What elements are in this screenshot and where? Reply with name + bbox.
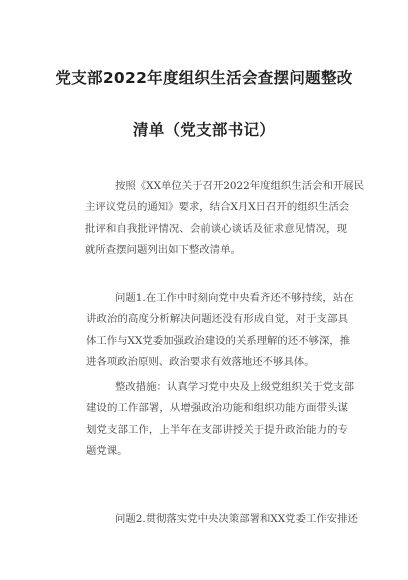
document-title-line-2: 清单（党支部书记）	[132, 121, 276, 139]
paragraph-line: 问题2.贯彻落实党中央决策部署和XX党委工作安排还	[115, 513, 358, 525]
paragraph-line: 题党课。	[86, 444, 128, 457]
paragraph-line: 进各项政治原则、政治要求有效落地还不够具体。	[86, 355, 315, 368]
paragraph-line: 主评议党员的通知》要求，结合X月X日召开的组织生活会	[85, 201, 350, 214]
paragraph-line: 划党支部工作，上半年在支部讲授关于提升政治能力的专	[86, 423, 348, 436]
paragraph-line: 按照《XX单位关于召开2022年度组织生活会和开展民	[115, 180, 365, 192]
paragraph-line: 整改措施：认真学习党中央及上级党组织关于党支部	[115, 381, 354, 393]
paragraph-line: 体工作与XX党委加强政治建设的关系理解的还不够深，推	[86, 334, 351, 347]
paragraph-intro	[85, 176, 365, 261]
document-title-line-1: 党支部2022年度组织生活会查摆问题整改	[55, 69, 353, 87]
paragraph-line: 就所查摆问题列出如下整改清单。	[85, 243, 241, 256]
paragraph-problem-1	[86, 288, 354, 373]
paragraph-line: 讲政治的高度分析解决问题还没有形成自觉，对于支部具	[86, 313, 348, 326]
paragraph-line: 建设的工作部署，从增强政治功能和组织功能方面带头谋	[86, 402, 348, 415]
paragraph-measures	[86, 377, 354, 462]
paragraph-problem-2	[115, 509, 358, 530]
paragraph-line: 批评和自我批评情况、会前谈心谈话及征求意见情况，现	[85, 222, 347, 235]
paragraph-line: 问题1.在工作中时刻向党中央看齐还不够持续，站在	[115, 292, 354, 304]
